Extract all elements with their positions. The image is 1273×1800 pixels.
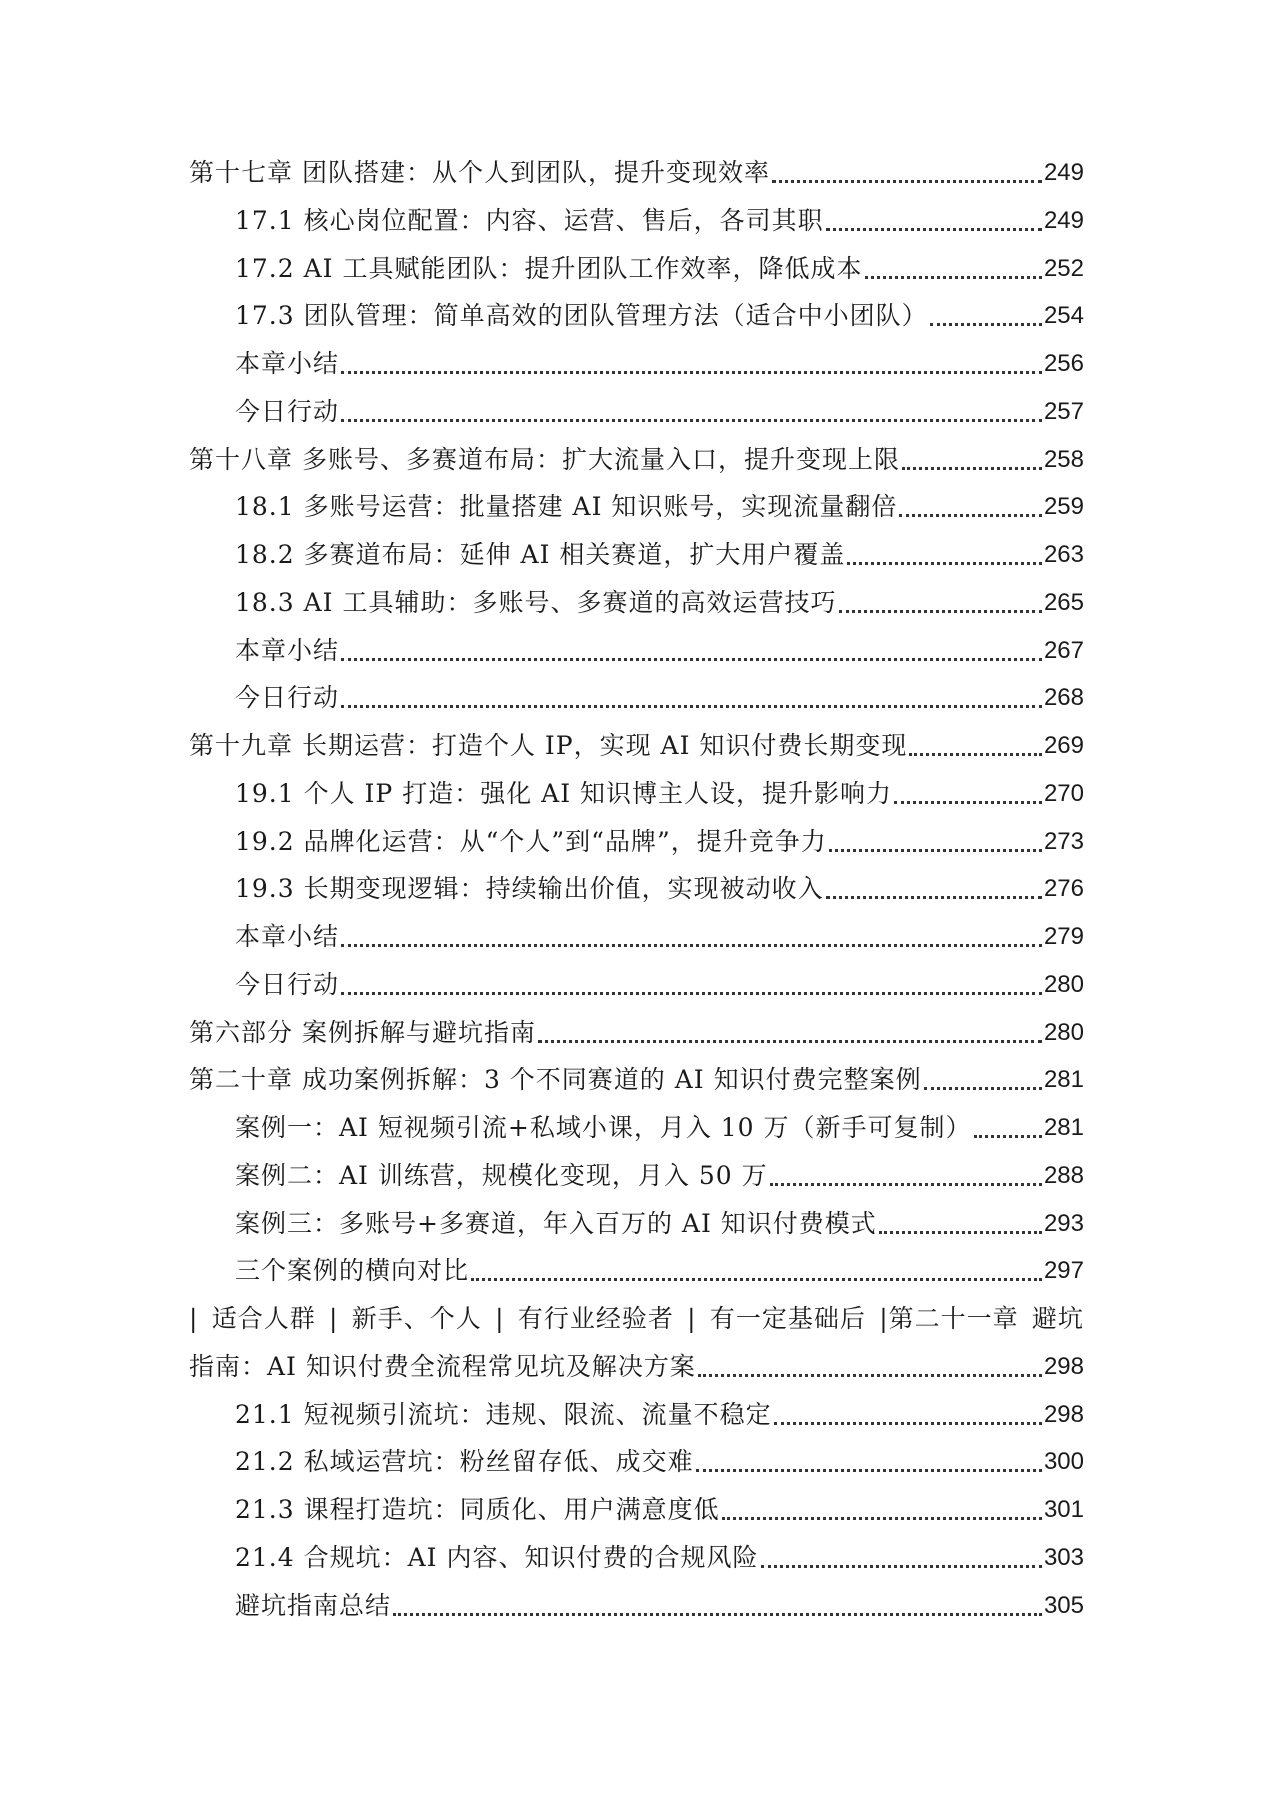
toc-entry-page-number: 257 xyxy=(1043,397,1084,425)
toc-dot-leader xyxy=(341,992,1042,995)
toc-chapter-entry[interactable] xyxy=(0,726,1273,774)
toc-entry-wrapped-line1 xyxy=(189,1299,1084,1339)
toc-entry-page-number: 281 xyxy=(1043,1114,1084,1141)
toc-entry-title: 本章小结 xyxy=(235,635,340,665)
toc-dot-leader xyxy=(393,1613,1042,1616)
toc-entry-page-number: 249 xyxy=(1043,206,1084,234)
toc-entry-page-number: 293 xyxy=(1043,1209,1084,1237)
wrapped-cell: | xyxy=(495,1304,505,1333)
toc-dot-leader xyxy=(865,276,1042,279)
toc-entry-title: 本章小结 xyxy=(235,922,340,951)
toc-entry-title: 19.1 个人 IP 打造：强化 AI 知识博主人设，提升影响力 xyxy=(235,778,893,808)
toc-dot-leader xyxy=(974,1135,1042,1138)
wrapped-cell: |第二十一章 xyxy=(879,1304,1019,1333)
toc-section-entry[interactable] xyxy=(0,201,1273,249)
toc-entry-title: 案例一：AI 短视频引流+私域小课，月入 10 万（新手可复制） xyxy=(235,1113,972,1142)
toc-entry-title: 本章小结 xyxy=(235,349,340,378)
toc-section-entry[interactable] xyxy=(0,344,1273,392)
toc-entry-title: 19.2 品牌化运营：从“个人”到“品牌”，提升竞争力 xyxy=(235,826,827,856)
toc-entry-title: 21.3 课程打造坑：同质化、用户满意度低 xyxy=(235,1495,720,1524)
toc-section-entry[interactable] xyxy=(0,822,1273,870)
toc-entry-title: 第二十章 成功案例拆解：3 个不同赛道的 AI 知识付费完整案例 xyxy=(189,1065,922,1095)
toc-section-entry[interactable] xyxy=(0,631,1273,679)
toc-section-entry[interactable] xyxy=(0,249,1273,297)
toc-section-entry[interactable] xyxy=(0,487,1273,535)
toc-section-entry[interactable] xyxy=(0,1442,1273,1490)
toc-entry-title: 19.3 长期变现逻辑：持续输出价值，实现被动收入 xyxy=(235,874,824,904)
toc-dot-leader xyxy=(774,1422,1042,1425)
toc-section-entry[interactable] xyxy=(0,917,1273,965)
toc-entry-title: 第六部分 案例拆解与避坑指南 xyxy=(189,1017,536,1047)
toc-entry-page-number: 269 xyxy=(1043,732,1084,759)
toc-dot-leader xyxy=(341,419,1042,422)
toc-entry-page-number: 281 xyxy=(1043,1066,1084,1094)
toc-entry-page-number: 249 xyxy=(1043,159,1084,186)
toc-entry-title: 21.4 合规坑：AI 内容、知识付费的合规风险 xyxy=(235,1542,759,1572)
toc-entry-title: 案例二：AI 训练营，规模化变现，月入 50 万 xyxy=(235,1160,768,1190)
toc-entry-page-number: 252 xyxy=(1043,254,1084,282)
toc-entry-title: 避坑指南总结 xyxy=(235,1590,392,1620)
toc-entry-title: 今日行动 xyxy=(235,396,340,426)
toc-section-entry[interactable] xyxy=(0,965,1273,1013)
toc-entry-page-number: 297 xyxy=(1043,1257,1084,1285)
toc-entry-title: 17.1 核心岗位配置：内容、运营、售后，各司其职 xyxy=(235,205,824,235)
toc-entry-title: 21.2 私域运营坑：粉丝留存低、成交难 xyxy=(235,1447,694,1477)
toc-dot-leader xyxy=(899,514,1042,517)
toc-dot-leader xyxy=(722,1517,1042,1520)
toc-chapter-entry[interactable] xyxy=(0,440,1273,488)
toc-entry-page-number: 263 xyxy=(1043,541,1084,568)
toc-section-entry[interactable] xyxy=(0,1395,1273,1443)
toc-dot-leader xyxy=(894,801,1042,804)
toc-entry-page-number: 303 xyxy=(1043,1543,1084,1571)
toc-entry-page-number: 298 xyxy=(1043,1352,1084,1380)
toc-entry-page-number: 256 xyxy=(1043,350,1084,377)
toc-section-entry[interactable] xyxy=(0,296,1273,344)
toc-dot-leader xyxy=(341,944,1042,947)
toc-entry-page-number: 254 xyxy=(1043,302,1084,330)
toc-section-entry[interactable] xyxy=(0,1108,1273,1156)
toc-entry-page-number: 276 xyxy=(1043,875,1084,903)
toc-dot-leader xyxy=(909,753,1042,756)
toc-section-entry[interactable] xyxy=(0,678,1273,726)
toc-section-entry[interactable] xyxy=(0,774,1273,822)
toc-section-entry[interactable] xyxy=(0,1204,1273,1252)
toc-entry-title: 18.2 多赛道布局：延伸 AI 相关赛道，扩大用户覆盖 xyxy=(235,540,846,569)
toc-dot-leader xyxy=(924,1087,1042,1090)
wrapped-cell: 避坑 xyxy=(1031,1304,1084,1333)
toc-dot-leader xyxy=(341,705,1042,708)
toc-entry-title: 21.1 短视频引流坑：违规、限流、流量不稳定 xyxy=(235,1399,772,1429)
toc-entry-page-number: 280 xyxy=(1043,970,1084,998)
toc-dot-leader xyxy=(839,610,1042,613)
toc-entry-title: 今日行动 xyxy=(235,683,340,713)
toc-entry-title: 三个案例的横向对比 xyxy=(235,1256,470,1286)
toc-entry-wrapped[interactable] xyxy=(0,1299,1273,1395)
toc-entry-page-number: 268 xyxy=(1043,684,1084,712)
toc-entry-page-number: 270 xyxy=(1043,779,1084,807)
toc-entry-title: 17.3 团队管理：简单高效的团队管理方法（适合中小团队） xyxy=(235,301,928,331)
toc-dot-leader xyxy=(879,1231,1042,1234)
toc-dot-leader xyxy=(930,323,1042,326)
wrapped-cell: | xyxy=(189,1304,199,1333)
toc-dot-leader xyxy=(471,1278,1042,1281)
toc-entry-page-number: 273 xyxy=(1043,827,1084,855)
toc-dot-leader xyxy=(829,849,1042,852)
toc-dot-leader xyxy=(847,562,1042,565)
toc-dot-leader xyxy=(761,1565,1042,1568)
toc-entry-page-number: 305 xyxy=(1043,1591,1084,1619)
toc-entry-title: 第十九章 长期运营：打造个人 IP，实现 AI 知识付费长期变现 xyxy=(189,731,908,760)
toc-dot-leader xyxy=(698,1374,1042,1377)
toc-chapter-entry[interactable] xyxy=(0,1060,1273,1108)
toc-dot-leader xyxy=(538,1040,1042,1043)
wrapped-cell: 适合人群 xyxy=(211,1304,316,1333)
toc-dot-leader xyxy=(696,1469,1042,1472)
wrapped-cell: | xyxy=(329,1304,339,1333)
toc-entry-title: 指南：AI 知识付费全流程常见坑及解决方案 xyxy=(189,1351,696,1381)
toc-entry-title: 18.3 AI 工具辅助：多账号、多赛道的高效运营技巧 xyxy=(235,587,837,617)
toc-chapter-entry[interactable] xyxy=(0,153,1273,201)
toc-section-entry[interactable] xyxy=(0,535,1273,583)
toc-entry-page-number: 280 xyxy=(1043,1018,1084,1046)
toc-section-entry[interactable] xyxy=(0,1538,1273,1586)
toc-entry-page-number: 259 xyxy=(1043,493,1084,521)
toc-entry-page-number: 267 xyxy=(1043,636,1084,664)
toc-entry-title: 18.1 多账号运营：批量搭建 AI 知识账号，实现流量翻倍 xyxy=(235,492,898,522)
table-of-contents xyxy=(0,153,1273,1633)
wrapped-cell: 新手、个人 xyxy=(351,1304,482,1333)
toc-dot-leader xyxy=(341,658,1042,661)
toc-dot-leader xyxy=(826,228,1042,231)
toc-entry-page-number: 279 xyxy=(1043,923,1084,950)
toc-dot-leader xyxy=(772,180,1042,183)
wrapped-cell: | xyxy=(687,1304,697,1333)
toc-entry-title: 第十七章 团队搭建：从个人到团队，提升变现效率 xyxy=(189,158,770,187)
toc-section-entry[interactable] xyxy=(0,1586,1273,1634)
toc-dot-leader xyxy=(826,896,1042,899)
toc-section-entry[interactable] xyxy=(0,869,1273,917)
toc-entry-page-number: 298 xyxy=(1043,1400,1084,1428)
toc-entry-title: 案例三：多账号+多赛道，年入百万的 AI 知识付费模式 xyxy=(235,1208,877,1238)
toc-section-entry[interactable] xyxy=(0,1251,1273,1299)
toc-chapter-entry[interactable] xyxy=(0,1013,1273,1061)
wrapped-cell: 有行业经验者 xyxy=(517,1304,674,1333)
toc-entry-title: 今日行动 xyxy=(235,969,340,999)
toc-dot-leader xyxy=(770,1183,1042,1186)
toc-entry-title: 17.2 AI 工具赋能团队：提升团队工作效率，降低成本 xyxy=(235,253,863,283)
toc-entry-page-number: 258 xyxy=(1043,445,1084,473)
toc-dot-leader xyxy=(902,467,1042,470)
toc-section-entry[interactable] xyxy=(0,392,1273,440)
toc-section-entry[interactable] xyxy=(0,1490,1273,1538)
toc-entry-page-number: 265 xyxy=(1043,588,1084,616)
toc-section-entry[interactable] xyxy=(0,1156,1273,1204)
toc-entry-page-number: 300 xyxy=(1043,1448,1084,1476)
toc-section-entry[interactable] xyxy=(0,583,1273,631)
wrapped-cell: 有一定基础后 xyxy=(709,1304,866,1333)
toc-entry-title: 第十八章 多账号、多赛道布局：扩大流量入口，提升变现上限 xyxy=(189,444,900,474)
toc-dot-leader xyxy=(341,371,1042,374)
toc-entry-page-number: 301 xyxy=(1043,1496,1084,1523)
toc-entry-page-number: 288 xyxy=(1043,1161,1084,1189)
